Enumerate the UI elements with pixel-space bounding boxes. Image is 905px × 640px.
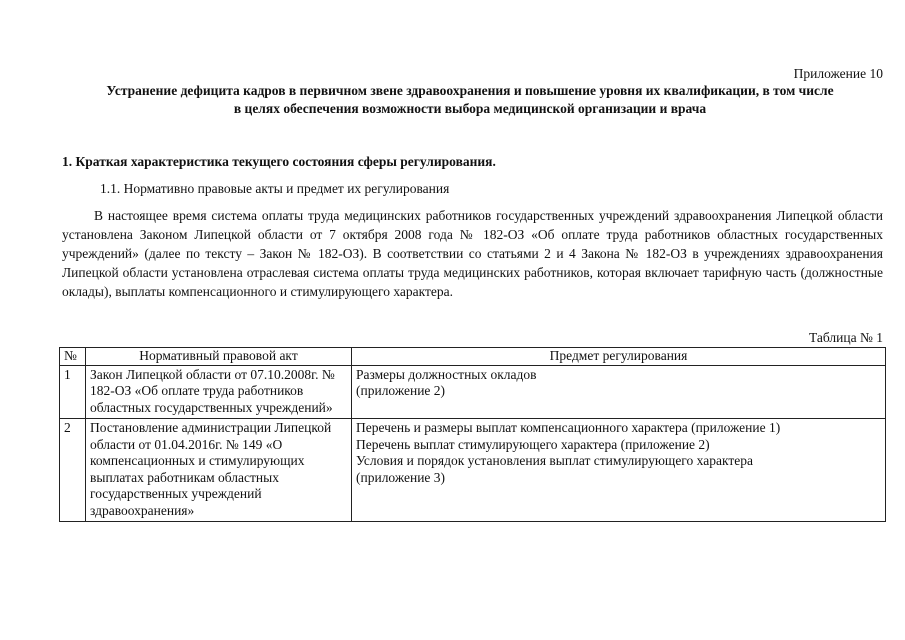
header-num: №	[60, 348, 86, 366]
table-row	[60, 365, 886, 419]
row-num-cell: 2	[60, 419, 86, 522]
title-line-1: Устранение дефицита кадров в первичном звене здравоохранения и повышение уровня их квалификации, в том числе	[106, 83, 834, 98]
appendix-label: Приложение 10	[793, 66, 883, 81]
table-header-row	[60, 348, 886, 366]
table-caption: Таблица № 1	[809, 330, 883, 345]
row-act-cell: Постановление администрации Липецкой области от 01.04.2016г. № 149 «О компенсационных и стимулирующих выплатах работникам областных государственных учреждений здравоохранения»	[86, 419, 352, 522]
row-subject-cell	[352, 419, 886, 522]
body-paragraph: В настоящее время система оплаты труда медицинских работников государственных учреждений здравоохранения Липецкой области установлена Законом Липецкой области от 7 октября 2008 года № 182-ОЗ «Об оплате труда работников областных государственных учреждений» (далее по тексту – Закон № 182-ОЗ). В соответствии со статьями 2 и 4 Закона № 182-ОЗ в учреждениях здравоохранения Липецкой области установлена отраслевая система оплаты труда медицинских работников, которая включает тарифную часть (должностные оклады), выплаты компенсационного и стимулирующего характера.	[62, 208, 883, 299]
subject-line: Условия и порядок установления выплат стимулирующего характера	[356, 453, 753, 468]
subject-line: Размеры должностных окладов	[356, 366, 537, 382]
row-num-cell: 1	[60, 365, 86, 419]
subject-line: Перечень выплат стимулирующего характера (приложение 2)	[356, 436, 710, 452]
subject-line: Перечень и размеры выплат компенсационного характера (приложение 1)	[356, 420, 781, 435]
subject-line: (приложение 2)	[356, 383, 446, 398]
row-act-cell: Закон Липецкой области от 07.10.2008г. № 182-ОЗ «Об оплате труда работников областных государственных учреждений»	[86, 365, 352, 419]
header-subject: Предмет регулирования	[352, 348, 886, 366]
document-title	[55, 82, 885, 118]
header-act: Нормативный правовой акт	[86, 348, 352, 366]
table-row	[60, 419, 886, 522]
regulation-table	[59, 347, 886, 522]
subject-line: (приложение 3)	[356, 469, 446, 485]
row-subject-cell	[352, 365, 886, 419]
subsection-heading: 1.1. Нормативно правовые акты и предмет их регулирования	[100, 181, 450, 196]
section-heading: 1. Краткая характеристика текущего состояния сферы регулирования.	[62, 154, 496, 169]
title-line-2: в целях обеспечения возможности выбора медицинской организации и врача	[233, 101, 707, 116]
